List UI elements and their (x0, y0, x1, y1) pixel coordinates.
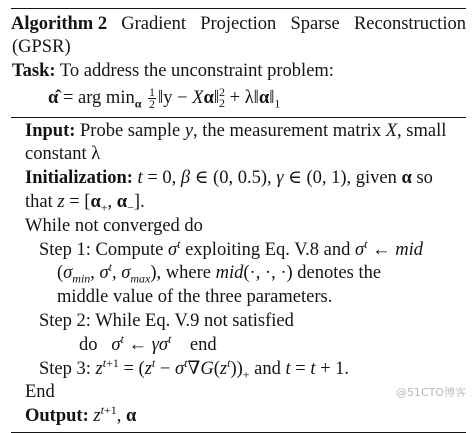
step2-body: do $\sigma^t$ ← $\gamma\sigma^t$ end (79, 331, 217, 355)
algorithm-title (11, 9, 466, 36)
input-text: Probe sample y, the measurement matrix X, small (80, 120, 447, 141)
watermark: @51CTO博客 (395, 386, 466, 399)
step2-label: Step 2: (39, 310, 91, 331)
step1-label: Step 1: (39, 239, 91, 260)
step3-text: $z^{t+1} = (z^t - \sigma^t\nabla G(z^t))_+$ and t = t + 1. (95, 355, 350, 382)
algorithm-label: Algorithm 2 (11, 14, 108, 34)
step1-line-3: middle value of the three parameters. (57, 287, 333, 308)
title-word-2: Projection (200, 14, 277, 34)
half-fraction: $\frac{1}{2}$ (149, 84, 156, 111)
initialization-text: t = 0, β ∈ (0, 0.5), γ ∈ (0, 1), given α so (137, 168, 433, 189)
task-label: Task: (12, 60, 56, 81)
step1-line (11, 236, 466, 263)
output-line (11, 405, 466, 429)
output-label: Output: (25, 406, 89, 427)
output-text: $z^{t+1}$, α (93, 403, 137, 427)
title-word-3: Sparse (290, 14, 340, 34)
input-label: Input: (25, 120, 76, 141)
algorithm-title-line2: (GPSR) (12, 37, 71, 57)
while-line: While not converged do (25, 215, 203, 236)
task-formula: α̂ = arg $\min_\alpha$ $\frac{1}{2}$ ‖y − Xα‖ 2 2 + $\lambda‖\alpha‖_1$ (48, 84, 281, 111)
step2-line (11, 310, 466, 334)
step3-label: Step 3: (39, 358, 91, 379)
step2-text: While Eq. V.9 not satisfied (95, 310, 294, 331)
algorithm-box (11, 8, 466, 433)
step2-end: end (189, 334, 217, 355)
input-line (11, 120, 466, 144)
step1-text: Compute $\sigma^t$ exploiting Eq. V.8 and $\sigma^t$ ← mid (95, 236, 423, 260)
title-word-1: Gradient (121, 14, 187, 34)
initialization-line-2: that $z = [\alpha_+$, $\alpha_-$]. (25, 191, 145, 215)
initialization-label: Initialization: (25, 168, 133, 189)
end-line: End (25, 382, 55, 403)
step1-line-2: ($\sigma_{min}$, $\sigma^t$, $\sigma_{max}$), where mid(·, ·, ·) denotes the (57, 260, 382, 287)
input-line-2: constant λ (25, 144, 101, 165)
initialization-line (11, 167, 466, 191)
task-line (11, 60, 466, 84)
task-text: To address the unconstraint problem: (59, 60, 334, 81)
step3-line (11, 355, 466, 382)
title-word-4: Reconstruction (353, 14, 466, 34)
